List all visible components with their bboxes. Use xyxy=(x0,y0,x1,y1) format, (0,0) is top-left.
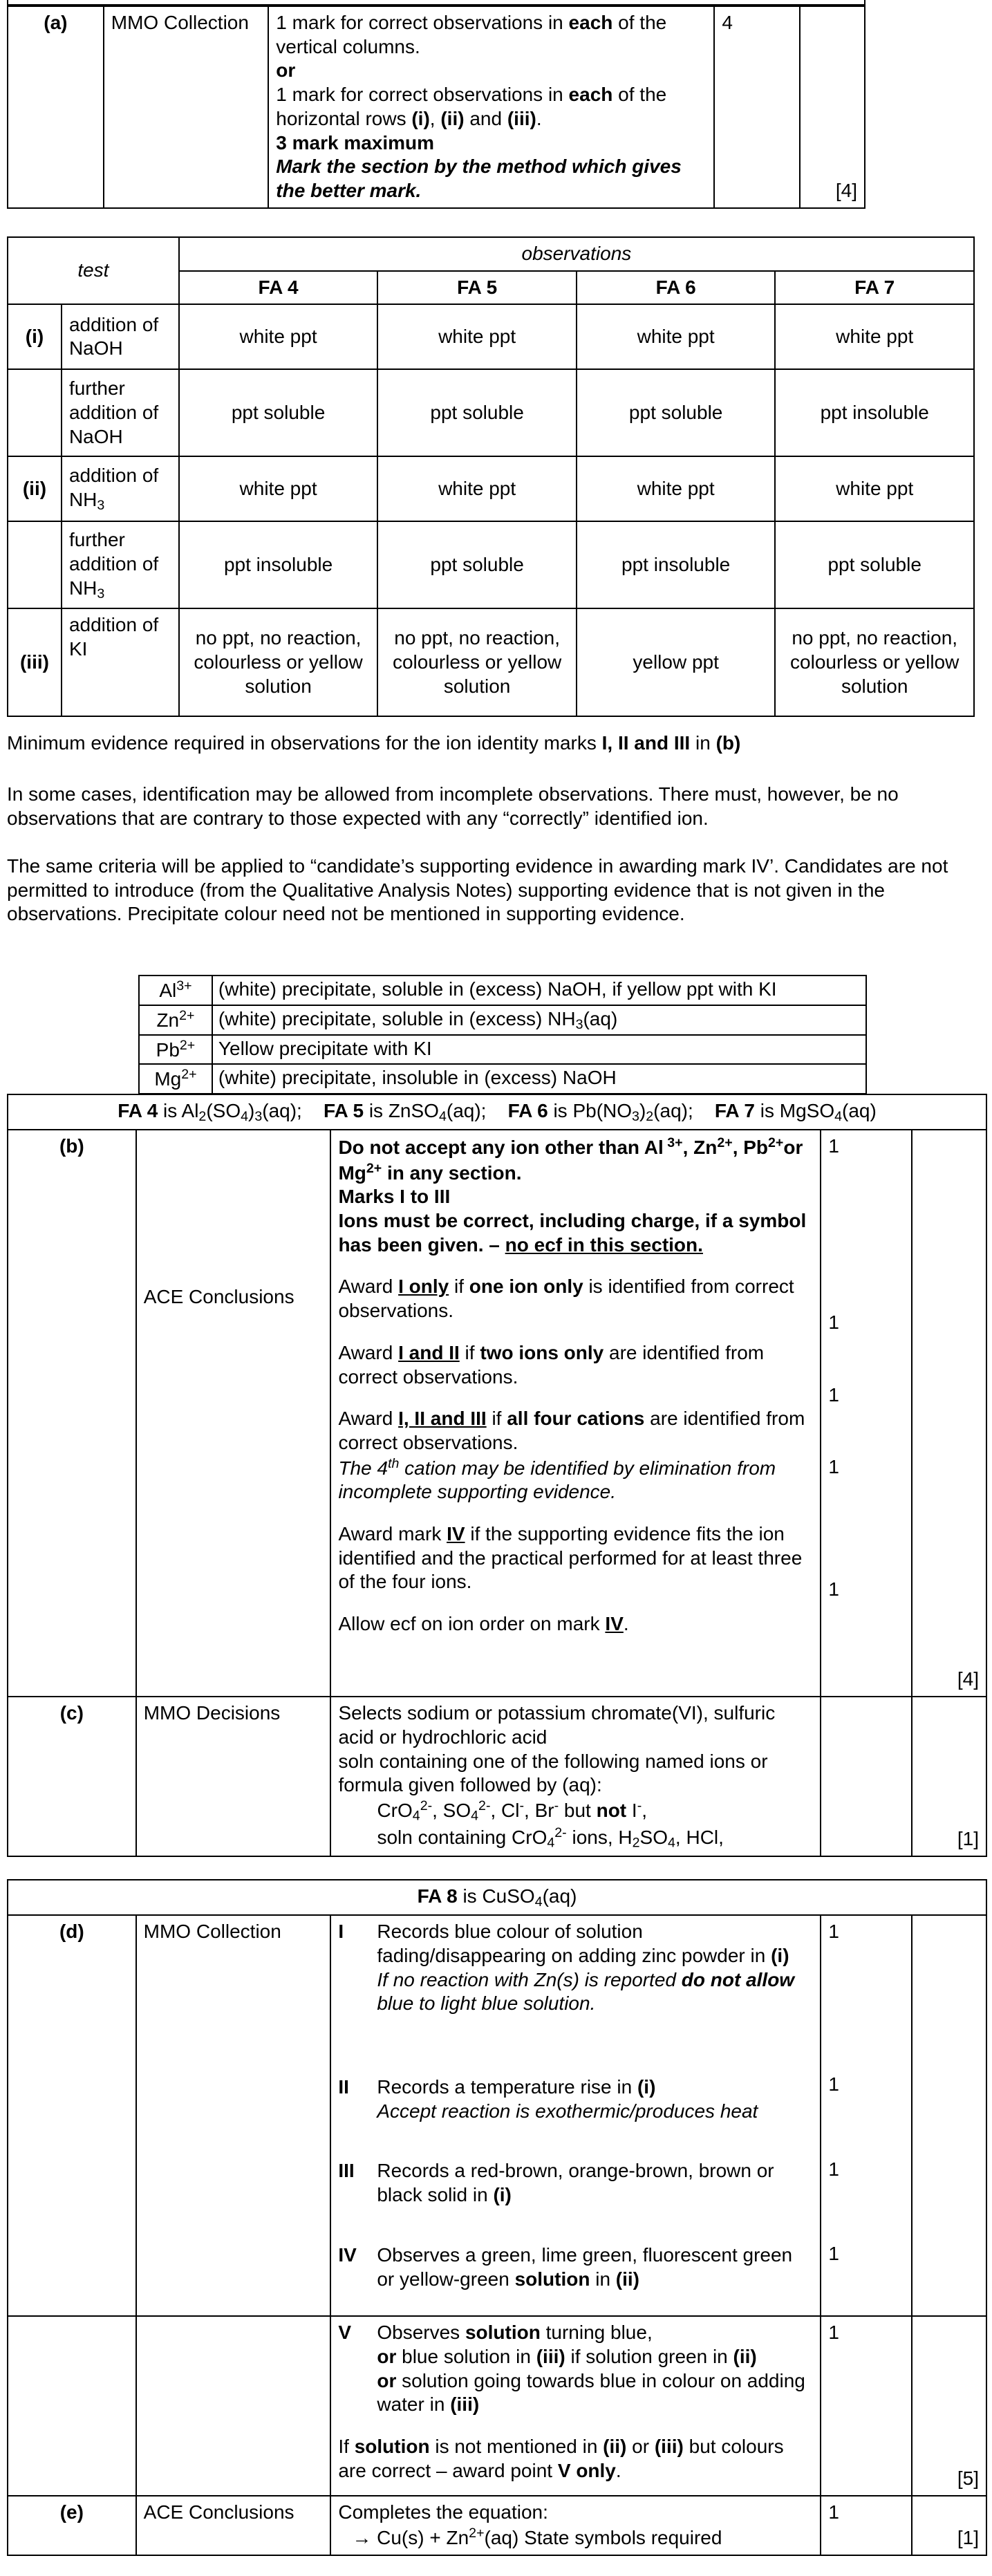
col-header: FA 4 xyxy=(179,271,378,305)
table-part-d-e xyxy=(7,1879,987,2556)
criteria-paragraph: The same criteria will be applied to “candidate’s supporting evidence in awarding mark IV’. Candidates are not permitted to introduce (from the Qualitative Analysis Notes) supporting evidence that is not given in the observations. Precipitate colour need not be mentioned in supporting evidence. xyxy=(7,855,948,925)
total-cell: [1] xyxy=(912,1697,986,1856)
part-label: (b) xyxy=(8,1130,136,1697)
skill-label: MMO Collection xyxy=(136,1915,331,2316)
obs-cell: no ppt, no reaction, colourless or yellow solution xyxy=(377,608,577,716)
top-cut-border xyxy=(7,0,865,6)
criteria-cell: V Observes solution turning blue, or blue solution in (iii) if solution green in (ii) or solution going towards blue in colour on adding water in (iii) If solution is not mentioned in (ii) or (iii) but colours are correct – award point V only. xyxy=(330,2316,821,2496)
table-part-b-c xyxy=(7,1094,987,1857)
identification-paragraph: In some cases, identification may be allowed from incomplete observations. There must, however, be no observations that are contrary to those expected with any “correctly” identified ion. xyxy=(7,783,899,829)
obs-cell: white ppt xyxy=(775,304,974,369)
ion-symbol: $Pb^{2+}$ xyxy=(139,1035,212,1065)
skill-label-empty xyxy=(136,2316,331,2496)
part-label: (e) xyxy=(8,2496,136,2555)
observations-table xyxy=(7,236,975,717)
obs-cell: white ppt xyxy=(577,304,776,369)
col-header: FA 6 xyxy=(577,271,776,305)
criteria-cell: Do not accept any ion other than Al $^{3+}$, $Zn^{2+}$, $Pb^{2+}or$ $Mg^{2+}$ in any section. Marks I to III Ions must be correct, including charge, if a symbol has been given. – no ecf in this section. Award I only if one ion only is identified from correct observations. Award I and II if two ions only are identified from correct observations. Award I, II and III if all four cations are identified from correct observations. The 4th cation may be identified by elimination from incomplete supporting evidence. Award mark IV if the supporting evidence fits the ion identified and the practical performed for at least three of the four ions. Allow ecf on ion order on mark IV. xyxy=(330,1130,821,1697)
row-number: (i) xyxy=(8,304,62,369)
obs-cell: white ppt xyxy=(377,456,577,521)
row-number: (iii) xyxy=(8,608,62,716)
criteria-cell: Completes the equation: → $Cu(s) + Zn^{2+}(aq)$ State symbols required xyxy=(330,2496,821,2555)
part-label-empty xyxy=(8,2316,136,2496)
criteria-cell: Selects sodium or potassium chromate(VI), sulfuric acid or hydrochloric acid soln containing one of the following named ions or formula given followed by (aq): CrO$_4^{2-}$, $SO_4^{2-}$, Cl-, Br- but not I-, soln containing CrO$_4^{2-}$ ions, $H_2SO_4$, HCl, xyxy=(330,1697,821,1856)
criteria-cell: I Records blue colour of solution fading/disappearing on adding zinc powder in (i) If no reaction with Zn(s) is reported do not allow blue to light blue solution. II Records a temperature rise in (i) Accept reaction is exothermic/produces heat III Records a red-brown, orange-brown, brown or black solid in (i) IV Observes a green, lime green, fluorescent green or yellow-green solution in (ii) xyxy=(330,1915,821,2316)
criteria-cell: 1 mark for correct observations in each of the vertical columns. or 1 mark for correct observations in each of the horizontal rows (i), (ii) and (iii). 3 mark maximum Mark the section by the method which gives the better mark. xyxy=(268,6,714,208)
total-cell: [4] xyxy=(800,6,865,208)
skill-label: ACE Conclusions xyxy=(136,1130,331,1697)
skill-label: MMO Collection xyxy=(104,6,268,208)
ion-symbol: $Zn^{2+}$ xyxy=(139,1005,212,1035)
obs-cell: ppt insoluble xyxy=(179,521,378,608)
marks-cell: 1 1 1 1 1 xyxy=(821,1130,912,1697)
ion-description: (white) precipitate, soluble in (excess) NaOH, if yellow ppt with KI xyxy=(212,976,866,1005)
obs-cell: ppt soluble xyxy=(577,369,776,456)
test-label: addition of KI xyxy=(62,608,179,716)
total-cell: [1] xyxy=(912,2496,986,2555)
row-number xyxy=(8,521,62,608)
obs-cell: ppt soluble xyxy=(377,521,577,608)
total-cell xyxy=(912,1915,986,2316)
obs-cell: yellow ppt xyxy=(577,608,776,716)
obs-cell: white ppt xyxy=(577,456,776,521)
col-header: FA 7 xyxy=(775,271,974,305)
test-label: addition of NaOH xyxy=(62,304,179,369)
ion-table xyxy=(138,975,867,1094)
obs-cell: ppt soluble xyxy=(377,369,577,456)
part-label: (d) xyxy=(8,1915,136,2316)
test-header: test xyxy=(8,237,179,304)
ion-symbol: $Mg^{2+}$ xyxy=(139,1064,212,1094)
ion-description: (white) precipitate, insoluble in (excess) NaOH xyxy=(212,1064,866,1094)
marks-cell xyxy=(821,1697,912,1856)
obs-cell: white ppt xyxy=(377,304,577,369)
part-label: (a) xyxy=(8,6,104,208)
obs-cell: white ppt xyxy=(179,456,378,521)
obs-cell: ppt insoluble xyxy=(577,521,776,608)
ion-description: (white) precipitate, soluble in (excess) $NH_3(aq)$ xyxy=(212,1005,866,1035)
table-part-a xyxy=(7,6,865,209)
marks-cell: 1 xyxy=(821,2496,912,2555)
ion-description: Yellow precipitate with KI xyxy=(212,1035,866,1065)
obs-cell: white ppt xyxy=(179,304,378,369)
test-label: further addition of $NH_3$ xyxy=(62,521,179,608)
obs-cell: white ppt xyxy=(775,456,974,521)
obs-cell: ppt soluble xyxy=(775,521,974,608)
marks-cell: 4 xyxy=(714,6,800,208)
obs-cell: ppt soluble xyxy=(179,369,378,456)
marks-cell: 1 xyxy=(821,2316,912,2496)
observations-header: observations xyxy=(179,237,974,271)
obs-cell: ppt insoluble xyxy=(775,369,974,456)
obs-cell: no ppt, no reaction, colourless or yellow solution xyxy=(775,608,974,716)
skill-label: ACE Conclusions xyxy=(136,2496,331,2555)
marks-cell: 1 1 1 1 xyxy=(821,1915,912,2316)
row-number xyxy=(8,369,62,456)
total-cell: [5] xyxy=(912,2316,986,2496)
ion-symbol: $Al^{3+}$ xyxy=(139,976,212,1005)
total-cell: [4] xyxy=(912,1130,986,1697)
solution-identities: FA 4 is $Al_2(SO_4)_3(aq)$; FA 5 is ZnSO$_4$(aq); FA 6 is $Pb(NO_3)_2(aq)$; FA 7 is MgSO$_4$(aq) xyxy=(8,1094,986,1130)
solution-identity-fa8: FA 8 is CuSO$_4$(aq) xyxy=(8,1880,986,1915)
obs-cell: no ppt, no reaction, colourless or yellow solution xyxy=(179,608,378,716)
min-evidence-text: Minimum evidence required in observations for the ion identity marks I, II and III in (b) xyxy=(7,732,741,754)
part-label: (c) xyxy=(8,1697,136,1856)
row-number: (ii) xyxy=(8,456,62,521)
test-label: addition of $NH_3$ xyxy=(62,456,179,521)
skill-label: MMO Decisions xyxy=(136,1697,331,1856)
col-header: FA 5 xyxy=(377,271,577,305)
test-label: further addition of NaOH xyxy=(62,369,179,456)
